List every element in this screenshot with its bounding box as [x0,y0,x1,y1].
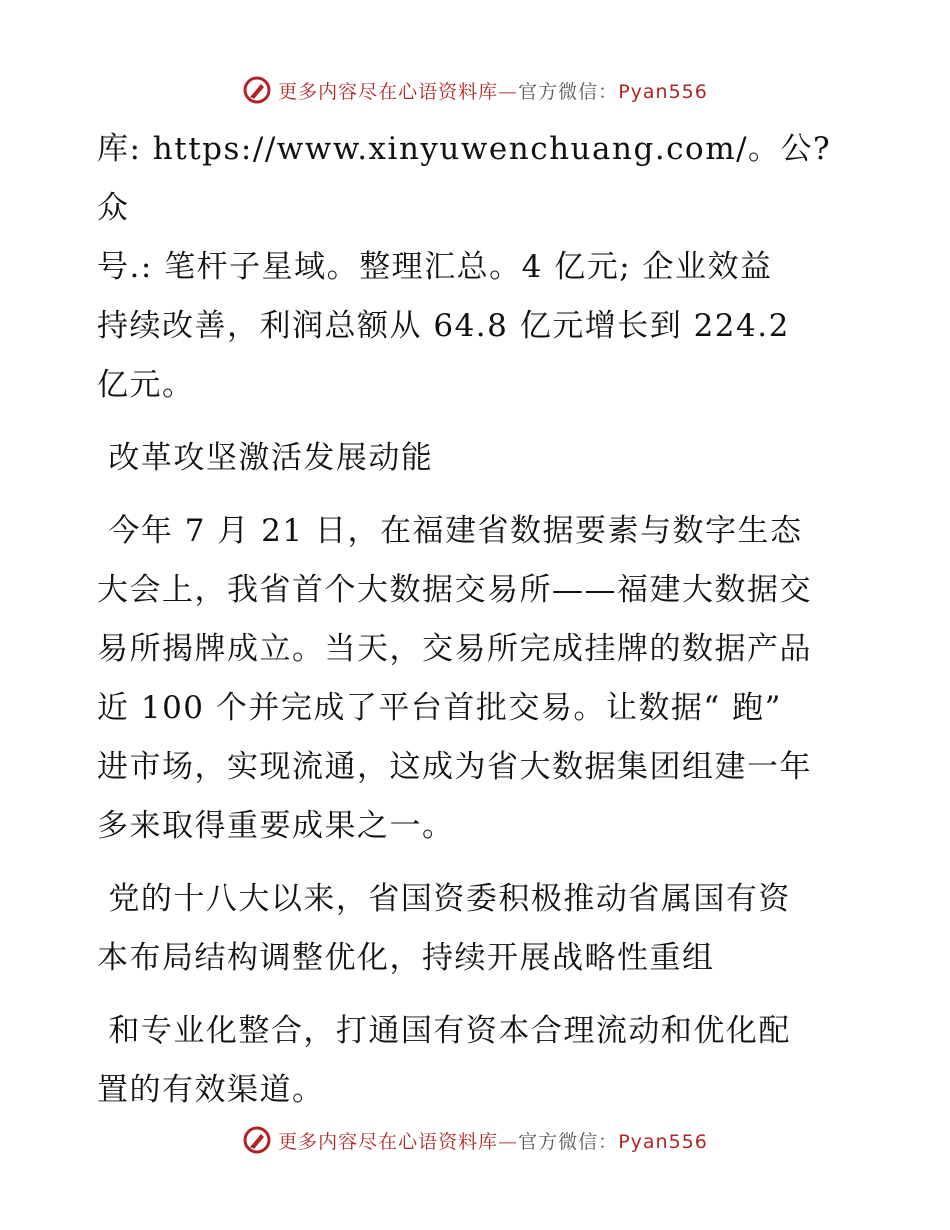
pen-logo-icon [242,1125,272,1155]
paragraph-2 [97,502,857,856]
text-line: 库: https://www.xinyuwenchuang.com/。公?众 [97,131,832,226]
paragraph-3 [97,870,857,988]
text-line: 持续改善，利润总额从 64.8 亿元增长到 224.2 [97,308,790,344]
text-line: 进市场，实现流通，这成为省大数据集团组建一年 [97,749,812,785]
banner-dash: — [498,1130,519,1153]
text-line: 党的十八大以来，省国资委积极推动省属国有资 [97,881,791,917]
banner-wechat-label: 官方微信： [518,80,619,103]
text-line: 亿元。 [97,367,195,403]
text-line: 和专业化整合，打通国有资本合理流动和优化配 [97,1013,791,1049]
header-banner [0,70,950,110]
pen-logo-icon [242,75,272,105]
paragraph-1 [97,120,857,415]
document-body [97,120,857,1120]
banner-main-text: 更多内容尽在心语资料库 [278,1130,499,1153]
paragraph-gap [97,415,857,429]
text-line: 今年 7 月 21 日，在福建省数据要素与数字生态 [97,513,803,549]
text-line: 易所揭牌成立。当天，交易所完成挂牌的数据产品 [97,631,812,667]
text-line: 本布局结构调整优化，持续开展战略性重组 [97,940,715,976]
text-line: 改革攻坚激活发展动能 [97,440,434,476]
text-line: 号.: 笔杆子星域。整理汇总。4 亿元; 企业效益 [97,249,773,285]
footer-banner [0,1120,950,1160]
banner-wechat-id: Pyan556 [618,1130,708,1153]
paragraph-4 [97,1002,857,1120]
banner-text [278,77,708,104]
banner-wechat-id: Pyan556 [618,80,708,103]
text-line: 大会上，我省首个大数据交易所——福建大数据交 [97,572,812,608]
text-line: 近 100 个并完成了平台首批交易。让数据“ 跑” [97,690,782,726]
banner-wechat-label: 官方微信： [518,1130,619,1153]
paragraph-gap [97,856,857,870]
text-line: 置的有效渠道。 [97,1072,325,1108]
banner-dash: — [498,80,519,103]
banner-text [278,1127,708,1154]
paragraph-gap [97,488,857,502]
section-heading [97,429,857,488]
paragraph-gap [97,988,857,1002]
text-line: 多来取得重要成果之一。 [97,808,455,844]
banner-main-text: 更多内容尽在心语资料库 [278,80,499,103]
